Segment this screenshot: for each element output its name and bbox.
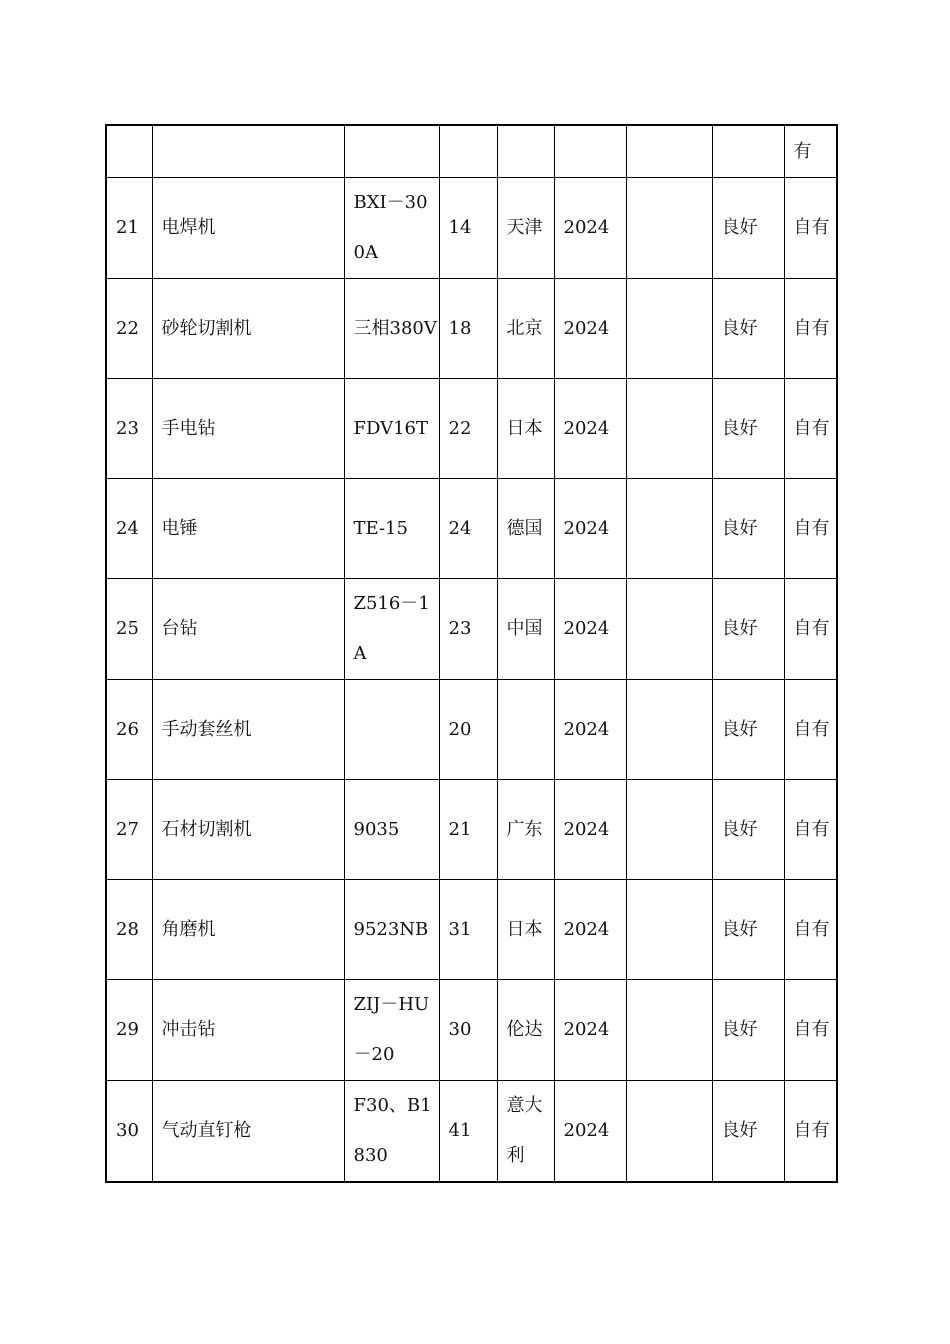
cell-name: 冲击钻 [152,980,344,1081]
cell-power [626,780,712,880]
cell-origin [497,125,554,178]
cell-condition [712,125,784,178]
cell-power [626,579,712,680]
cell-no: 21 [106,178,152,279]
cell-condition: 良好 [712,1081,784,1183]
cell-owner: 自有 [784,780,837,880]
cell-power [626,178,712,279]
table-row [106,980,837,1081]
cell-origin: 意大利 [497,1081,554,1183]
cell-owner: 自有 [784,980,837,1081]
cell-no: 24 [106,479,152,579]
cell-origin: 广东 [497,780,554,880]
cell-qty: 14 [439,178,497,279]
cell-power [626,479,712,579]
cell-name: 台钻 [152,579,344,680]
cell-condition: 良好 [712,178,784,279]
cell-qty: 20 [439,680,497,780]
cell-owner: 自有 [784,579,837,680]
cell-power [626,1081,712,1183]
cell-no: 28 [106,880,152,980]
table-row [106,178,837,279]
table-row [106,680,837,780]
cell-name [152,125,344,178]
table-row [106,279,837,379]
cell-no: 30 [106,1081,152,1183]
cell-no: 26 [106,680,152,780]
cell-no: 25 [106,579,152,680]
cell-owner: 自有 [784,1081,837,1183]
cell-year: 2024 [554,178,626,279]
cell-model: 三相380V [344,279,439,379]
cell-name: 手电钻 [152,379,344,479]
cell-origin [497,680,554,780]
cell-qty: 18 [439,279,497,379]
cell-owner: 自有 [784,379,837,479]
cell-year: 2024 [554,680,626,780]
table-row [106,479,837,579]
cell-model: TE-15 [344,479,439,579]
cell-owner: 自有 [784,479,837,579]
cell-year: 2024 [554,780,626,880]
cell-power [626,379,712,479]
cell-name: 电锤 [152,479,344,579]
cell-model: F30、B1830 [344,1081,439,1183]
cell-qty: 22 [439,379,497,479]
cell-year: 2024 [554,579,626,680]
equipment-table [105,124,838,1183]
cell-origin: 天津 [497,178,554,279]
cell-name: 砂轮切割机 [152,279,344,379]
table-row [106,1081,837,1183]
table-body [106,125,837,1182]
cell-owner: 有 [784,125,837,178]
cell-no: 29 [106,980,152,1081]
cell-year: 2024 [554,479,626,579]
cell-qty: 30 [439,980,497,1081]
cell-condition: 良好 [712,379,784,479]
cell-name: 气动直钉枪 [152,1081,344,1183]
table-row-continued [106,125,837,178]
cell-condition: 良好 [712,279,784,379]
table-row [106,780,837,880]
cell-condition: 良好 [712,680,784,780]
cell-model: Z516－1A [344,579,439,680]
cell-model: FDV16T [344,379,439,479]
cell-owner: 自有 [784,680,837,780]
cell-power [626,680,712,780]
table-row [106,579,837,680]
cell-year [554,125,626,178]
cell-qty: 23 [439,579,497,680]
cell-no: 22 [106,279,152,379]
cell-condition: 良好 [712,579,784,680]
cell-year: 2024 [554,1081,626,1183]
cell-model: BXI－300A [344,178,439,279]
cell-year: 2024 [554,379,626,479]
cell-origin: 北京 [497,279,554,379]
cell-name: 石材切割机 [152,780,344,880]
cell-name: 手动套丝机 [152,680,344,780]
cell-origin: 德国 [497,479,554,579]
cell-qty [439,125,497,178]
cell-name: 电焊机 [152,178,344,279]
cell-condition: 良好 [712,780,784,880]
cell-model: ZIJ－HU－20 [344,980,439,1081]
cell-qty: 24 [439,479,497,579]
cell-year: 2024 [554,279,626,379]
cell-qty: 21 [439,780,497,880]
cell-qty: 41 [439,1081,497,1183]
cell-model [344,680,439,780]
cell-no: 23 [106,379,152,479]
cell-year: 2024 [554,880,626,980]
cell-no: 27 [106,780,152,880]
cell-power [626,880,712,980]
cell-origin: 日本 [497,880,554,980]
cell-condition: 良好 [712,980,784,1081]
cell-owner: 自有 [784,178,837,279]
cell-year: 2024 [554,980,626,1081]
cell-no [106,125,152,178]
cell-origin: 日本 [497,379,554,479]
cell-condition: 良好 [712,880,784,980]
cell-origin: 伦达 [497,980,554,1081]
cell-origin: 中国 [497,579,554,680]
table-row [106,379,837,479]
table-row [106,880,837,980]
cell-owner: 自有 [784,880,837,980]
cell-power [626,125,712,178]
cell-model: 9035 [344,780,439,880]
cell-power [626,279,712,379]
cell-power [626,980,712,1081]
cell-model [344,125,439,178]
cell-name: 角磨机 [152,880,344,980]
cell-qty: 31 [439,880,497,980]
cell-owner: 自有 [784,279,837,379]
cell-condition: 良好 [712,479,784,579]
cell-model: 9523NB [344,880,439,980]
